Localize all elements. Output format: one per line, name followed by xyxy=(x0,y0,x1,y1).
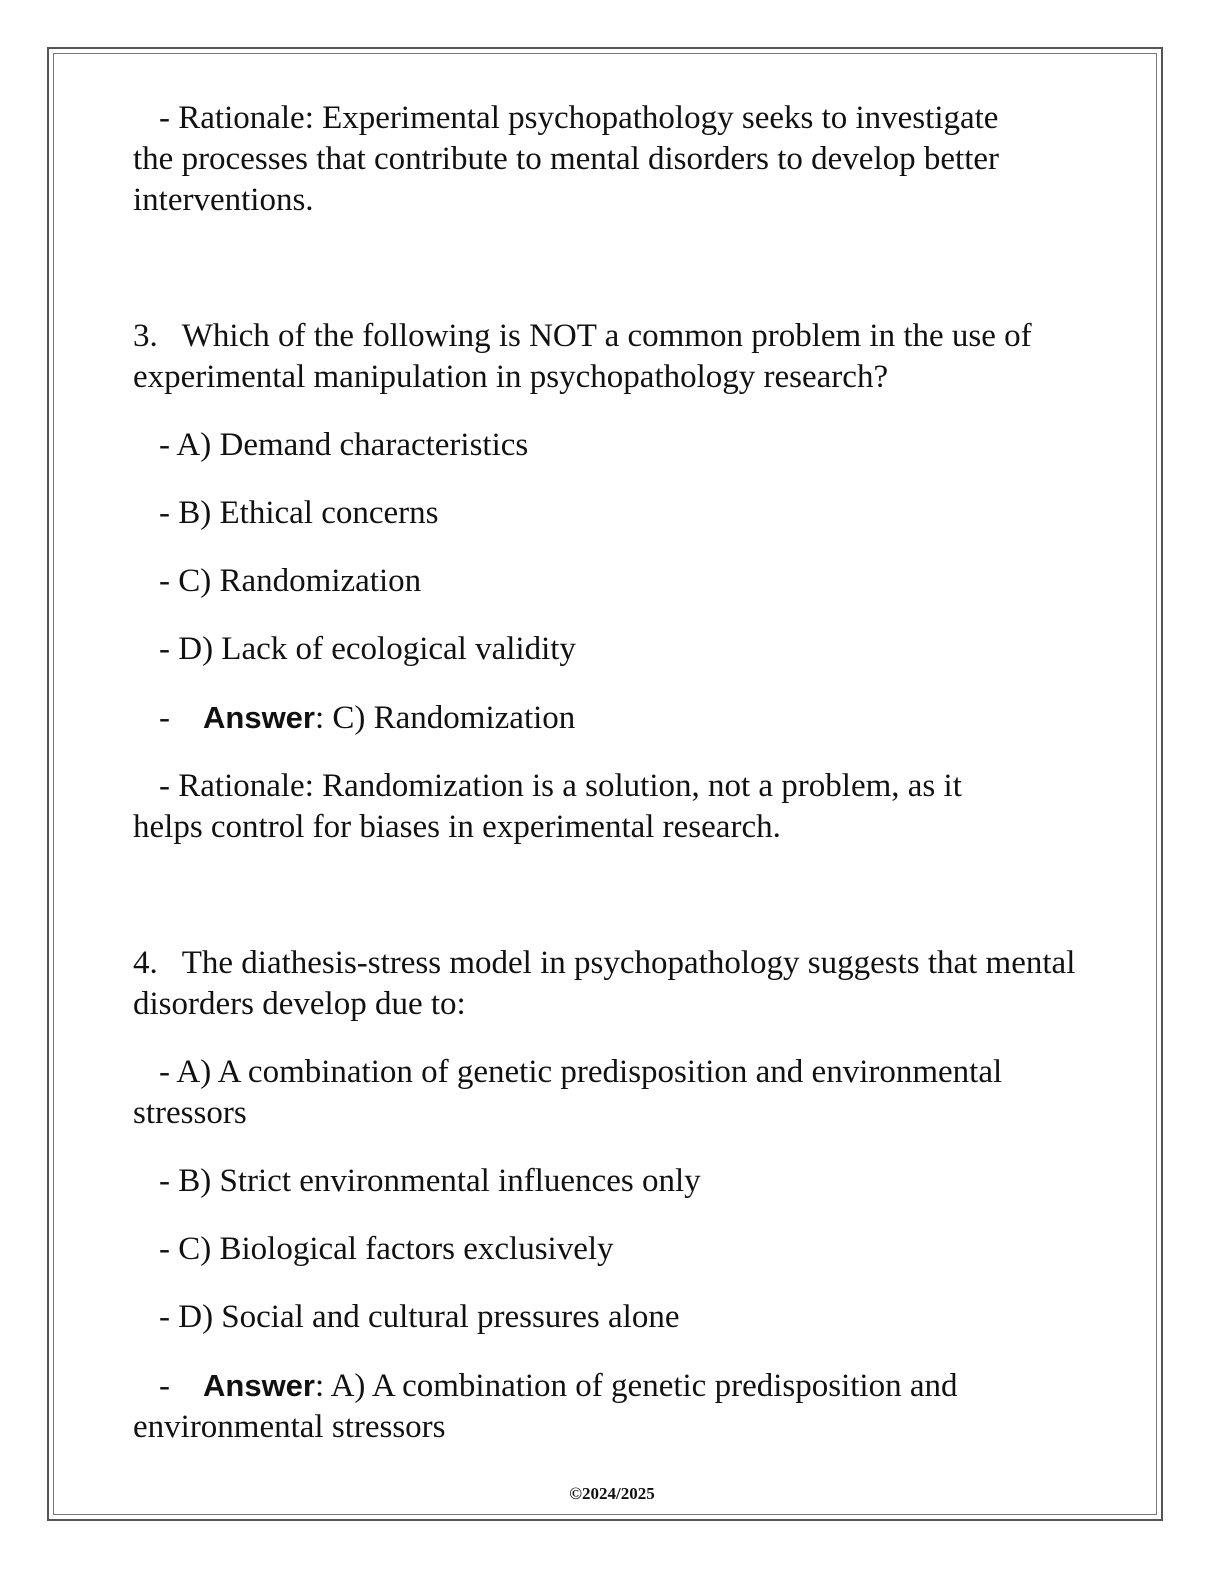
q4-option-a-line1: - A) A combination of genetic predisposition and environmental xyxy=(159,1054,1003,1090)
q3-option-c: - C) Randomization xyxy=(159,563,422,599)
q3-answer-label: Answer xyxy=(203,700,315,735)
q3-option-d: - D) Lack of ecological validity xyxy=(159,631,576,667)
question-3-number: 3. xyxy=(133,318,158,354)
rationale-q2-line1: - Rationale: Experimental psychopathology seeks to investigate xyxy=(159,100,999,136)
question-3-text: Which of the following is NOT a common problem in the use of experimental manipulation in psychopathology research? xyxy=(133,318,1032,395)
question-4 xyxy=(133,943,1083,1025)
q4-option-b: - B) Strict environmental influences only xyxy=(159,1163,701,1199)
q3-rationale-rest: helps control for biases in experimental research. xyxy=(133,809,781,845)
q3-answer-value: : C) Randomization xyxy=(314,700,576,736)
q4-answer-dash: - xyxy=(159,1368,170,1404)
q3-option-b: - B) Ethical concerns xyxy=(159,495,439,531)
question-4-number: 4. xyxy=(133,945,158,981)
q3-answer-dash: - xyxy=(159,700,170,736)
section-spacer xyxy=(133,848,1083,943)
q3-option-a: - A) Demand characteristics xyxy=(159,427,529,463)
q4-option-d: - D) Social and cultural pressures alone xyxy=(159,1299,680,1335)
document-body xyxy=(133,98,1083,1448)
q4-option-a-rest: stressors xyxy=(133,1095,247,1131)
question-3 xyxy=(133,316,1083,398)
q4-answer-rest: environmental stressors xyxy=(133,1409,446,1445)
q4-option-c: - C) Biological factors exclusively xyxy=(159,1231,614,1267)
section-spacer xyxy=(133,221,1083,316)
q3-answer xyxy=(133,697,1083,739)
question-4-text: The diathesis-stress model in psychopathology suggests that mental disorders develop due to: xyxy=(133,945,1076,1022)
q4-answer-label: Answer xyxy=(203,1368,315,1403)
q4-answer-line1 xyxy=(133,1365,1083,1407)
copyright-footer: ©2024/2025 xyxy=(569,1484,655,1503)
q4-answer-value: : A) A combination of genetic predisposition and xyxy=(314,1368,958,1404)
q3-rationale-line1: - Rationale: Randomization is a solution, not a problem, as it xyxy=(159,768,962,804)
rationale-q2-rest: the processes that contribute to mental disorders to develop better interventions. xyxy=(133,141,999,218)
